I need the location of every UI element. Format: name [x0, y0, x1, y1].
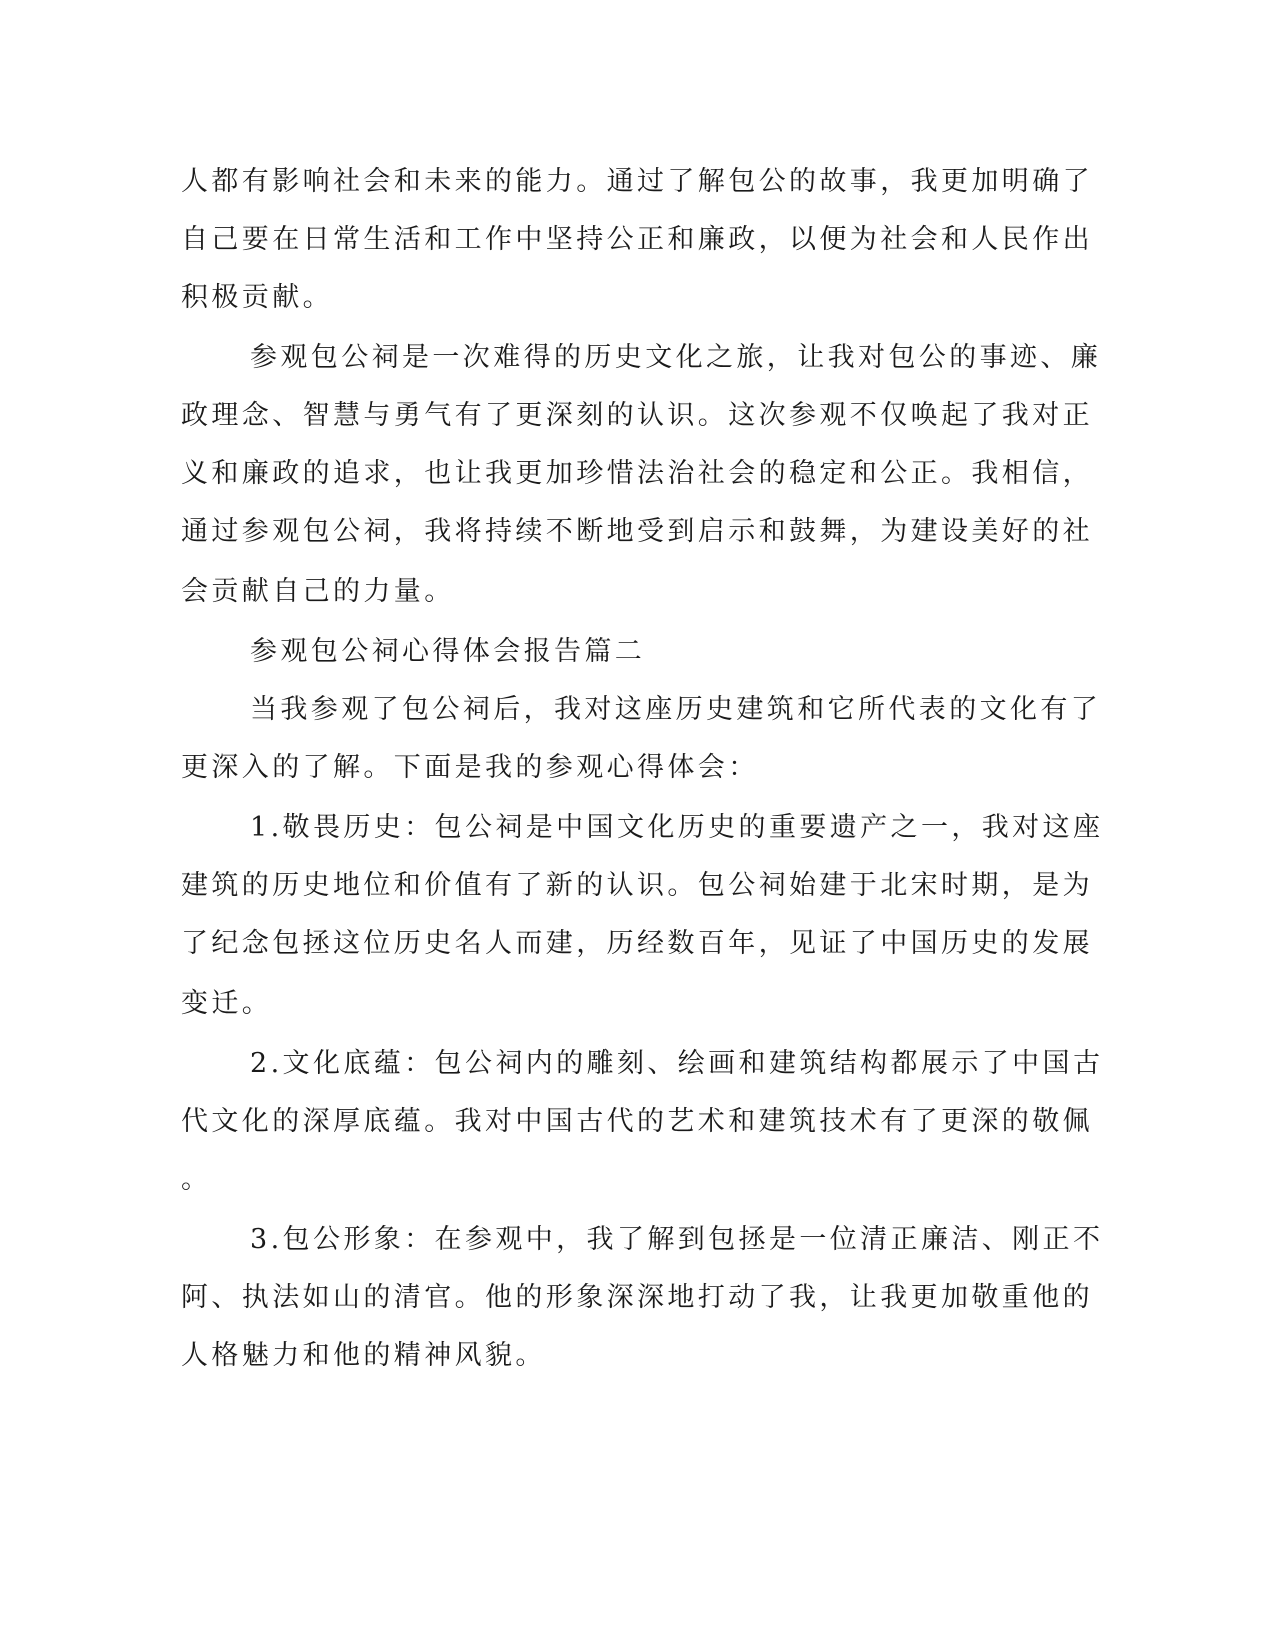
paragraph-first-line: 参观包公祠是一次难得的历史文化之旅，让我对包公的事迹、廉 [250, 342, 1102, 373]
text-line: 了纪念包拯这位历史名人而建，历经数百年，见证了中国历史的发展 [181, 928, 1093, 959]
section-heading: 参观包公祠心得体会报告篇二 [250, 636, 646, 667]
text-line: 代文化的深厚底蕴。我对中国古代的艺术和建筑技术有了更深的敬佩 [181, 1106, 1093, 1137]
text-line: 会贡献自己的力量。 [181, 576, 455, 607]
paragraph-first-line: 当我参观了包公祠后，我对这座历史建筑和它所代表的文化有了 [250, 694, 1102, 725]
list-item-2: 2.文化底蕴：包公祠内的雕刻、绘画和建筑结构都展示了中国古 [250, 1048, 1104, 1079]
text-line: 政理念、智慧与勇气有了更深刻的认识。这次参观不仅唤起了我对正 [181, 400, 1093, 431]
text-line: 人格魅力和他的精神风貌。 [181, 1340, 546, 1371]
list-item-1: 1.敬畏历史：包公祠是中国文化历史的重要遗产之一，我对这座 [250, 812, 1104, 843]
text-line: 变迁。 [181, 988, 273, 1019]
text-line: 自己要在日常生活和工作中坚持公正和廉政，以便为社会和人民作出 [181, 224, 1093, 255]
text-line: 人都有影响社会和未来的能力。通过了解包公的故事，我更加明确了 [181, 166, 1093, 197]
text-line: 积极贡献。 [181, 282, 333, 313]
list-item-3: 3.包公形象：在参观中，我了解到包拯是一位清正廉洁、刚正不 [250, 1224, 1104, 1255]
text-line: 通过参观包公祠，我将持续不断地受到启示和鼓舞，为建设美好的社 [181, 516, 1093, 547]
text-line: 建筑的历史地位和价值有了新的认识。包公祠始建于北宋时期，是为 [181, 870, 1093, 901]
text-line: 。 [181, 1164, 212, 1195]
text-line: 义和廉政的追求，也让我更加珍惜法治社会的稳定和公正。我相信， [181, 458, 1093, 489]
text-line: 阿、执法如山的清官。他的形象深深地打动了我，让我更加敬重他的 [181, 1282, 1093, 1313]
text-line: 更深入的了解。下面是我的参观心得体会： [181, 752, 759, 783]
